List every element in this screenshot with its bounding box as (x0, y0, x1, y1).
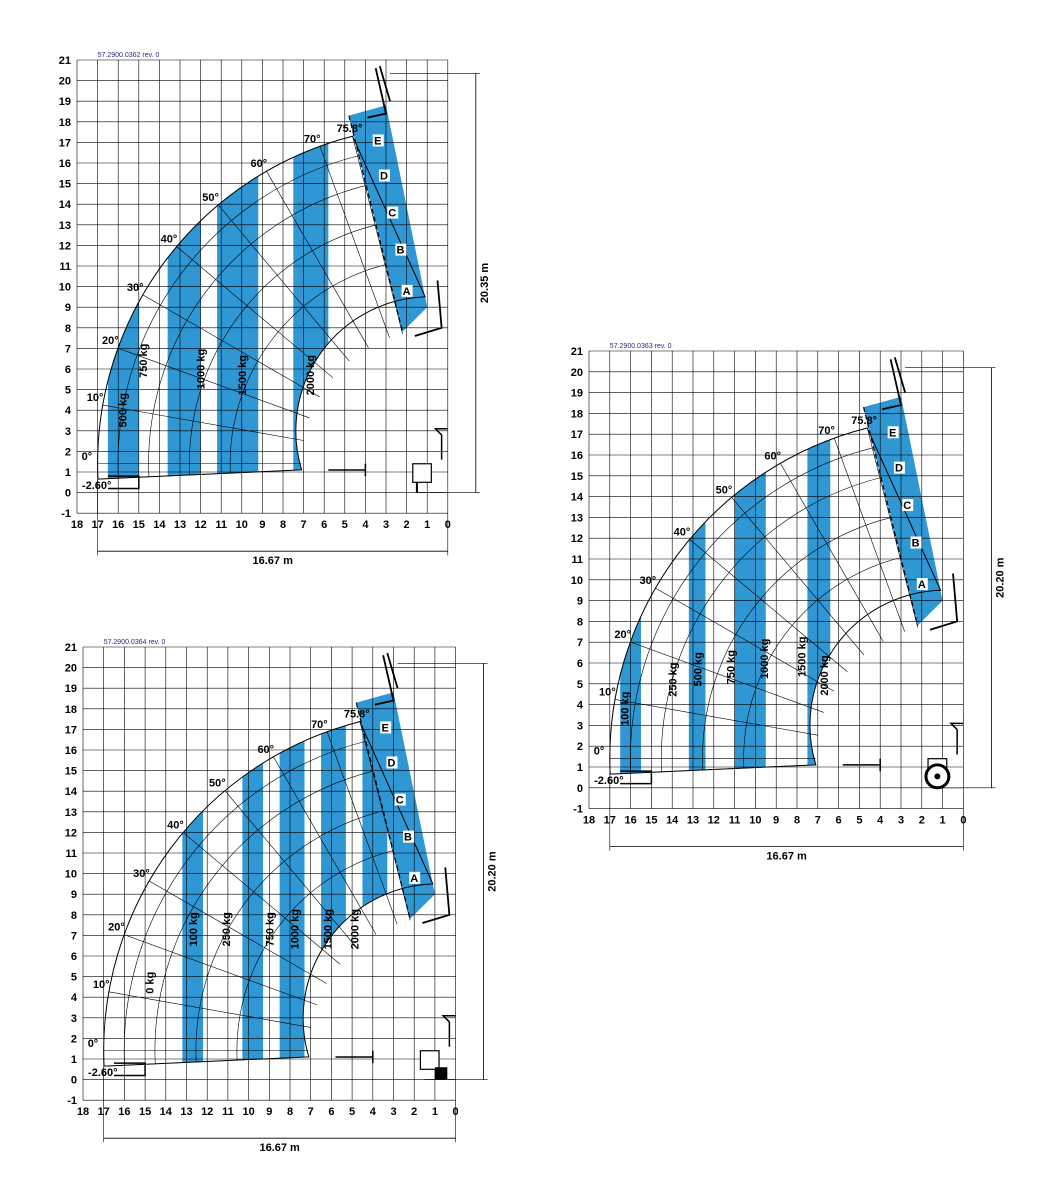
drawing-code: 57.2900.0363 rev. 0 (609, 343, 672, 350)
zone-letter: E (381, 722, 389, 735)
y-tick: 15 (58, 178, 71, 191)
height-label: 20.35 m (478, 262, 491, 304)
fork-icon (328, 464, 365, 476)
zone-letter: E (374, 135, 382, 148)
angle-label: 50° (715, 484, 733, 497)
y-tick: 6 (70, 951, 77, 963)
x-tick: 8 (286, 1106, 294, 1119)
x-tick: 13 (686, 814, 700, 827)
angle-label: 0° (593, 745, 605, 758)
y-tick: 14 (64, 786, 77, 799)
load-label: 250 kg (667, 662, 680, 697)
x-tick: 9 (266, 1106, 273, 1119)
x-tick: 3 (382, 519, 390, 532)
load-label: 750 kg (264, 912, 277, 947)
y-tick: 12 (570, 533, 583, 546)
angle-label: 50° (208, 777, 226, 790)
x-tick: 14 (153, 519, 166, 532)
load-label: 1000 kg (289, 909, 302, 950)
y-tick: 6 (64, 364, 71, 376)
angle-label: 20° (101, 335, 119, 348)
load-label: 100 kg (187, 912, 200, 947)
x-tick: 18 (70, 519, 84, 532)
x-tick: 17 (91, 519, 104, 532)
x-tick: 12 (194, 519, 207, 532)
angle-label: 60° (764, 450, 782, 463)
y-tick: 10 (64, 868, 77, 881)
y-tick: 5 (64, 384, 71, 397)
y-tick: 7 (70, 930, 77, 943)
x-tick: 3 (897, 814, 905, 827)
angle-label: -2.60° (81, 480, 112, 493)
y-tick: 19 (64, 683, 77, 696)
drawing-code: 57.2900.0364 rev. 0 (103, 639, 166, 646)
y-tick: 14 (58, 199, 71, 212)
angle-label: 40° (673, 526, 691, 539)
x-tick: 5 (349, 1106, 356, 1119)
x-tick: 6 (328, 1106, 335, 1119)
x-tick: 14 (159, 1106, 172, 1119)
x-tick: 7 (307, 1106, 314, 1119)
y-tick: 21 (58, 55, 71, 67)
machine-icon (413, 429, 448, 493)
load-label: 250 kg (220, 912, 233, 947)
y-tick: 2 (70, 1033, 77, 1046)
angle-label: 75.8° (336, 123, 363, 136)
load-label: 1500 kg (236, 354, 249, 396)
zone-letter: A (402, 285, 411, 298)
x-tick: 7 (814, 814, 821, 827)
y-tick: 13 (58, 219, 71, 232)
angle-ray (780, 463, 883, 641)
y-tick: 3 (64, 425, 71, 438)
y-tick: 2 (576, 741, 583, 754)
x-tick: 16 (118, 1106, 131, 1119)
angle-label: 50° (202, 191, 219, 204)
y-tick: 16 (58, 158, 71, 170)
y-tick: 19 (570, 387, 583, 400)
x-tick: 17 (97, 1106, 110, 1119)
y-tick: 20 (570, 366, 583, 379)
y-tick: 13 (570, 512, 583, 525)
load-label: 750 kg (725, 650, 738, 685)
load-label: 750 kg (138, 343, 151, 378)
y-tick: 7 (64, 343, 71, 356)
y-tick: 3 (70, 1012, 77, 1025)
y-tick: 21 (64, 642, 77, 654)
y-tick: 15 (570, 470, 583, 483)
load-label: 0 kg (144, 971, 157, 994)
zone-letter: A (917, 579, 926, 592)
machine-icon (926, 723, 963, 787)
x-tick: 6 (835, 814, 842, 827)
x-tick: 13 (180, 1106, 193, 1119)
y-tick: 10 (570, 574, 583, 587)
reach-label: 16.67 m (252, 555, 293, 568)
angle-label: 10° (598, 686, 616, 699)
x-tick: 13 (173, 519, 187, 532)
y-tick: 1 (64, 467, 71, 479)
x-tick: 11 (222, 1106, 234, 1119)
x-tick: 15 (645, 814, 658, 827)
y-tick: 18 (570, 408, 583, 421)
x-tick: 4 (369, 1106, 376, 1119)
y-tick: 2 (64, 446, 71, 459)
zone-letter: B (404, 831, 412, 844)
y-tick: 16 (570, 450, 583, 462)
load-chart-d2 (571, 343, 1007, 863)
y-tick: 0 (70, 1074, 77, 1087)
y-tick: -1 (573, 803, 583, 816)
y-tick: 4 (70, 992, 77, 1005)
angle-label: 30° (126, 281, 144, 294)
angle-ray (104, 1057, 309, 1066)
x-tick: 0 (452, 1106, 459, 1119)
angle-label: 10° (92, 978, 110, 991)
load-label: 1500 kg (322, 909, 335, 950)
x-tick: 10 (235, 519, 248, 532)
x-tick: 12 (201, 1106, 214, 1119)
angle-label: 40° (160, 233, 178, 246)
x-tick: 6 (321, 519, 328, 532)
zone-letter: C (388, 207, 397, 220)
fork-icon (336, 1051, 373, 1063)
angle-label: 20° (614, 629, 632, 642)
height-label: 20.20 m (994, 557, 1007, 598)
angle-label: 60° (257, 743, 275, 756)
y-tick: 9 (576, 595, 583, 608)
x-tick: 2 (918, 814, 925, 827)
y-tick: 17 (58, 137, 71, 150)
x-tick: 8 (793, 814, 801, 827)
load-label: 100 kg (619, 691, 632, 726)
zone-letter: E (889, 427, 897, 440)
load-label: 2000 kg (349, 909, 362, 950)
angle-ray (610, 765, 816, 774)
y-tick: 10 (58, 281, 71, 294)
x-tick: 15 (132, 519, 145, 532)
x-tick: 11 (215, 519, 228, 532)
angle-label: 30° (639, 575, 657, 588)
angle-label: 0° (87, 1037, 99, 1050)
y-tick: 13 (64, 806, 77, 819)
x-tick: 10 (749, 814, 762, 827)
x-tick: 5 (341, 519, 348, 532)
x-tick: 3 (390, 1106, 397, 1119)
zone-letter: B (396, 244, 405, 257)
zone-letter: A (410, 872, 419, 885)
angle-label: 0° (81, 450, 93, 463)
load-label: 500 kg (692, 652, 705, 687)
angle-label: 30° (133, 868, 150, 881)
y-tick: 9 (64, 302, 71, 315)
x-tick: 8 (279, 519, 287, 532)
load-label: 500 kg (117, 393, 130, 428)
y-tick: 9 (70, 889, 77, 902)
y-tick: 18 (58, 116, 71, 129)
angle-label: 20° (108, 921, 125, 934)
x-tick: 4 (362, 519, 369, 532)
y-tick: 12 (58, 240, 71, 253)
y-tick: 11 (571, 554, 583, 566)
load-label: 2000 kg (304, 354, 317, 396)
x-tick: 9 (773, 814, 780, 827)
y-tick: 0 (576, 782, 583, 795)
angle-label: 75.8° (851, 414, 878, 427)
x-tick: 11 (728, 814, 741, 827)
y-tick: 1 (576, 762, 583, 774)
y-tick: 7 (576, 637, 583, 650)
zone-letter: D (387, 757, 396, 770)
angle-label: -2.60° (88, 1067, 118, 1080)
y-tick: 21 (570, 346, 583, 358)
reach-label: 16.67 m (259, 1142, 300, 1155)
zone-letter: B (911, 537, 920, 550)
y-tick: 14 (570, 491, 583, 504)
x-tick: 18 (76, 1106, 90, 1119)
y-tick: 8 (64, 322, 71, 335)
y-tick: 6 (576, 658, 583, 670)
x-tick: 14 (666, 814, 679, 827)
x-tick: 0 (960, 814, 967, 827)
x-tick: 1 (939, 814, 946, 827)
y-tick: 0 (64, 487, 71, 500)
height-label: 20.20 m (486, 851, 499, 892)
x-tick: 16 (624, 814, 637, 827)
x-tick: 18 (582, 814, 596, 827)
y-tick: -1 (67, 1095, 77, 1108)
zone-letter: C (903, 500, 912, 513)
angle-label: 70° (311, 718, 328, 731)
x-tick: 1 (424, 519, 431, 532)
load-chart-d3 (65, 639, 499, 1154)
machine-icon (420, 1016, 455, 1080)
angle-label: 40° (167, 819, 184, 832)
y-tick: 17 (570, 429, 583, 442)
angle-label: 60° (250, 158, 268, 171)
drawing-code: 57.2900.0362 rev. 0 (97, 52, 160, 59)
y-tick: 20 (64, 662, 77, 675)
y-tick: 11 (59, 261, 71, 273)
angle-label: 70° (818, 425, 835, 438)
y-tick: 16 (64, 745, 77, 757)
y-tick: 4 (576, 699, 583, 712)
y-tick: 12 (64, 827, 77, 840)
angle-label: 70° (303, 133, 321, 146)
x-tick: 12 (707, 814, 720, 827)
angle-label: -2.60° (594, 775, 624, 788)
x-tick: 1 (431, 1106, 438, 1119)
x-tick: 2 (403, 519, 410, 532)
x-tick: 7 (300, 519, 307, 532)
y-tick: 15 (64, 765, 77, 778)
load-label: 2000 kg (819, 655, 832, 696)
y-tick: 5 (576, 678, 583, 691)
y-tick: 20 (58, 75, 71, 88)
x-tick: 9 (259, 519, 266, 532)
load-chart-d1 (59, 52, 491, 567)
fork-icon (843, 759, 880, 771)
y-tick: 4 (64, 405, 71, 418)
y-tick: 5 (70, 971, 77, 984)
reach-label: 16.67 m (766, 850, 807, 863)
y-tick: 19 (58, 96, 71, 109)
y-tick: 1 (70, 1054, 77, 1066)
load-label: 1000 kg (758, 638, 771, 680)
x-tick: 16 (112, 519, 125, 532)
zone-letter: D (379, 170, 388, 183)
x-tick: 0 (444, 519, 451, 532)
x-tick: 15 (138, 1106, 152, 1119)
x-tick: 17 (603, 814, 616, 827)
zone-letter: D (894, 462, 903, 475)
y-tick: 17 (64, 724, 77, 737)
load-label: 1000 kg (195, 348, 208, 390)
y-tick: 11 (65, 848, 77, 860)
load-label: 1500 kg (796, 636, 809, 677)
angle-label: 10° (86, 392, 104, 405)
y-tick: 8 (70, 909, 77, 922)
y-tick: 8 (576, 616, 583, 629)
zone-letter: C (395, 794, 404, 807)
x-tick: 10 (242, 1106, 255, 1119)
y-tick: -1 (61, 508, 71, 521)
x-tick: 4 (877, 814, 884, 827)
angle-label: 75.8° (343, 708, 370, 721)
y-tick: 3 (576, 720, 583, 733)
y-tick: 18 (64, 703, 77, 716)
x-tick: 2 (411, 1106, 418, 1119)
x-tick: 5 (856, 814, 863, 827)
